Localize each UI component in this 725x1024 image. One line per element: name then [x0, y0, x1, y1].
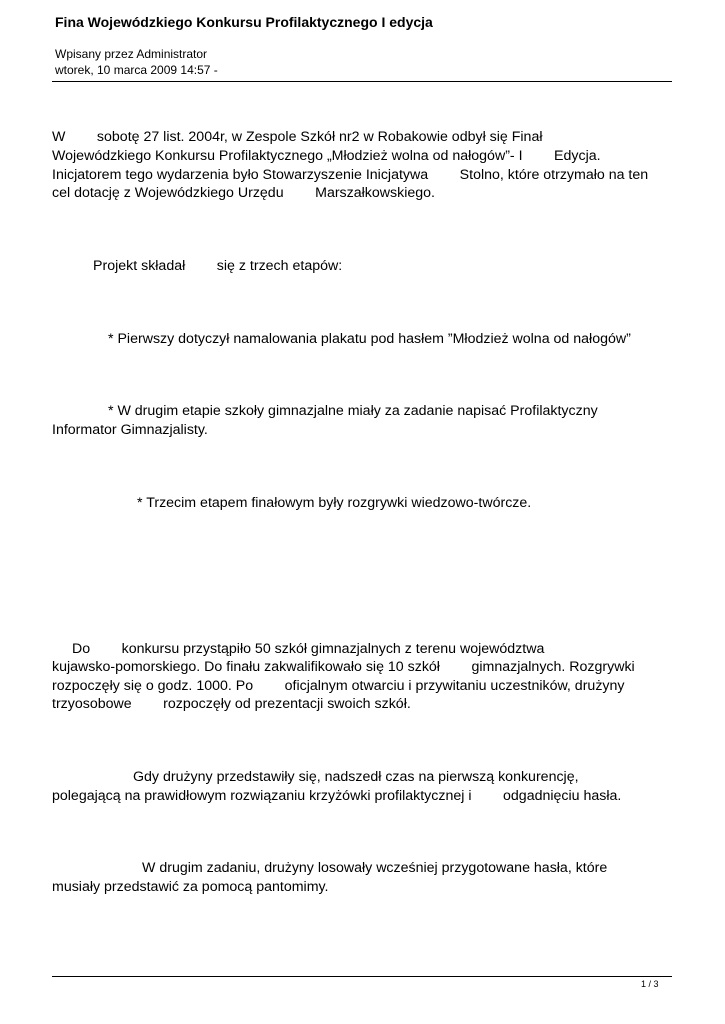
footer-rule — [52, 976, 672, 977]
article-title: Fina Wojewódzkiego Konkursu Profilaktycznego I edycja — [55, 14, 433, 30]
article-author: Wpisany przez Administrator — [55, 47, 208, 61]
header-rule — [52, 81, 672, 82]
page-number: 1 / 3 — [641, 979, 659, 989]
article-date: wtorek, 10 marca 2009 14:57 - — [55, 63, 218, 77]
